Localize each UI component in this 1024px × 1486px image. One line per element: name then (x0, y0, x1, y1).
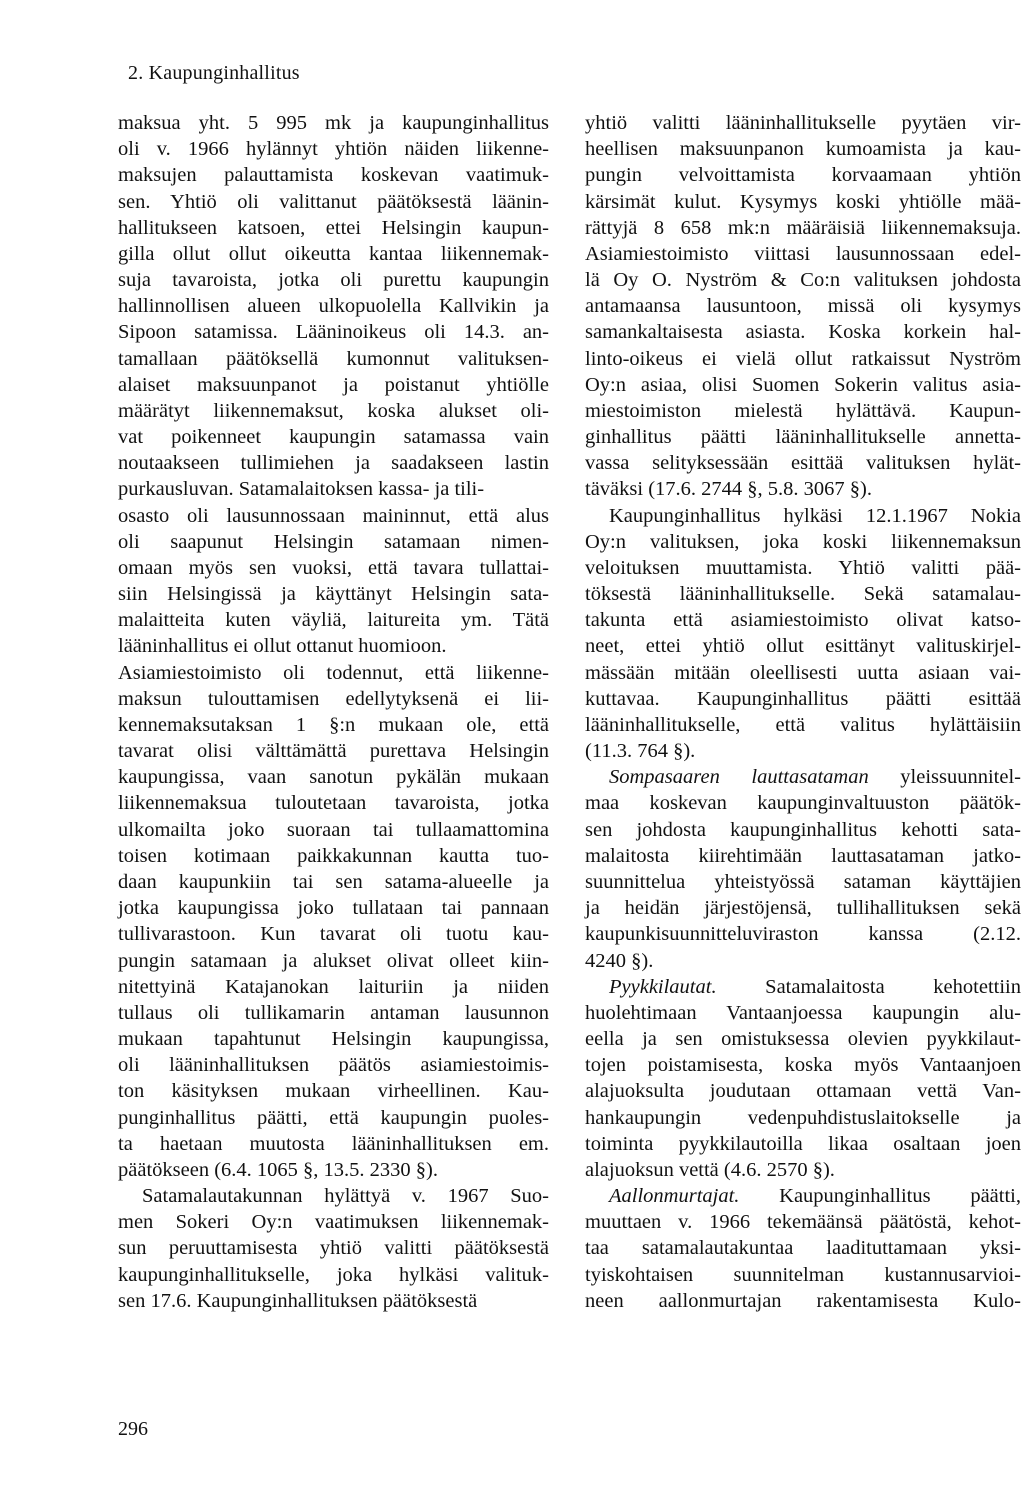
right-column-line (585, 346, 1021, 372)
line-text: sen. Yhtiö oli valittanut päätöksestä läänin- (118, 190, 549, 213)
right-column-line (585, 790, 1021, 816)
line-text: eella ja sen omistuksessa olevien pyykkilaut- (585, 1028, 1021, 1051)
line-text: Kaupunginhallitus hylkäsi 12.1.1967 Nokia (609, 504, 1021, 527)
line-text: ton käsityksen mukaan virheellinen. Kau- (118, 1080, 549, 1103)
left-column-line (118, 346, 549, 372)
line-text: tojen poistamisesta, koska myös Vantaanjoen (585, 1054, 1021, 1077)
line-text: ulkomailta joko suoraan tai tullaamattomina (118, 818, 549, 841)
left-column-line (118, 843, 549, 869)
line-text: tyiskohtaisen suunnitelman kustannusarvioi- (585, 1263, 1021, 1286)
running-header: 2. Kaupunginhallitus (128, 62, 300, 84)
line-text: lääninhallitukselle, että valitus hylättäisiin (585, 713, 1021, 736)
right-column-line (585, 136, 1021, 162)
line-text: jotka kaupungissa joko tullataan tai pannaan (118, 897, 549, 920)
line-text: hankaupungin vedenpuhdistuslaitokselle ja (585, 1106, 1021, 1129)
line-text: toiminta pyykkilautoilla likaa osaltaan joen (585, 1132, 1021, 1155)
line-text: maksun tulouttamisen edellytyksenä ei lii- (118, 687, 549, 710)
line-text: lä Oy O. Nyström & Co:n valituksen johdosta (585, 269, 1021, 292)
line-text: purkausluvan. Satamalaitoksen kassa- ja tili- (118, 478, 485, 501)
line-text: osasto oli lausunnossaan maininnut, että alus (118, 504, 549, 527)
section-heading: Pyykkilautat. (609, 975, 717, 998)
left-column-line (118, 450, 549, 476)
line-text: oli lääninhallituksen päätös asiamiestoimis- (118, 1054, 549, 1077)
line-text: alaiset maksuunpanot ja poistanut yhtiölle (118, 373, 549, 396)
right-column-line (585, 1183, 1021, 1209)
line-text: malaitosta kiirehtimään lauttasataman jatko- (585, 844, 1021, 867)
left-column-line (118, 738, 549, 764)
right-column-line (585, 921, 1021, 947)
right-column-line (585, 450, 1021, 476)
right-column-line (585, 843, 1021, 869)
right-column-line (585, 162, 1021, 188)
right-column-line (585, 1052, 1021, 1078)
line-text: tullivarastoon. Kun tavarat oli tuotu kau- (118, 923, 549, 946)
line-text: täväksi (17.6. 2744 §, 5.8. 3067 §). (585, 478, 872, 501)
left-column-line (118, 1157, 549, 1183)
left-column-line (118, 319, 549, 345)
right-column-line (585, 529, 1021, 555)
right-column-line (585, 869, 1021, 895)
left-column-line (118, 974, 549, 1000)
line-text: pungin velvoittamista korvaamaan yhtiön (585, 164, 1021, 187)
right-column-line (585, 738, 1021, 764)
left-column-line (118, 1052, 549, 1078)
line-text: yhtiö valitti lääninhallitukselle pyytäen vir- (585, 112, 1021, 134)
left-column (118, 110, 549, 1314)
line-text: ginhallitus päätti lääninhallitukselle annetta- (585, 426, 1021, 449)
left-column-line (118, 921, 549, 947)
right-column-line (585, 1288, 1021, 1314)
line-text: tavarat olisi välttämättä purettava Helsingin (118, 740, 549, 763)
left-column-line (118, 267, 549, 293)
right-column-line (585, 1000, 1021, 1026)
line-text: oli saapunut Helsingin satamaan nimen- (118, 530, 549, 553)
line-text: antamaansa lausuntoon, missä oli kysymys (585, 295, 1021, 318)
line-text: mässään mitään oleellisesti uutta asiaan vai- (585, 661, 1021, 684)
line-text: tullaus oli tullikamarin antaman lausunnon (118, 1001, 549, 1024)
line-text: 4240 §). (585, 949, 654, 972)
right-column-line (585, 319, 1021, 345)
left-column-line (118, 189, 549, 215)
line-text: (11.3. 764 §). (585, 740, 696, 763)
line-text: maksujen palauttamista koskevan vaatimuk- (118, 164, 549, 187)
left-column-line (118, 503, 549, 529)
line-text: tamallaan päätöksellä kumonnut valituksen- (118, 347, 549, 370)
right-column-line (585, 686, 1021, 712)
left-column-line (118, 712, 549, 738)
right-column-line (585, 1262, 1021, 1288)
section-heading: Aallonmurtajat. (609, 1185, 740, 1208)
left-column-line (118, 1026, 549, 1052)
right-column-line (585, 1209, 1021, 1235)
left-column-line (118, 817, 549, 843)
line-text: vat poikenneet kaupungin satamassa vain (118, 426, 549, 449)
line-text: ta haetaan muutosta lääninhallituksen em. (118, 1132, 549, 1155)
section-heading: Sompasaaren lauttasataman (609, 766, 869, 789)
left-column-line (118, 1209, 549, 1235)
left-column-line (118, 162, 549, 188)
left-column-line (118, 1131, 549, 1157)
line-text: lääninhallitus ei ollut ottanut huomioon. (118, 635, 447, 658)
right-column-line (585, 764, 1021, 790)
line-text: nitettyinä Katajanokan laituriin ja niiden (118, 975, 549, 998)
line-text: Satamalautakunnan hylättyä v. 1967 Suo- (142, 1185, 549, 1208)
line-text: punginhallitus päätti, että kaupungin puoles- (118, 1106, 549, 1129)
right-column-line (585, 1026, 1021, 1052)
line-text: toisen kotimaan paikkakunnan kautta tuo- (118, 844, 549, 867)
right-column-line (585, 712, 1021, 738)
line-text: sen 17.6. Kaupunginhallituksen päätöksestä (118, 1289, 478, 1312)
line-text: ja heidän järjestöjensä, tullihallituksen sekä (585, 897, 1021, 920)
left-column-line (118, 607, 549, 633)
right-column-line (585, 503, 1021, 529)
left-column-line (118, 424, 549, 450)
left-column-line (118, 372, 549, 398)
right-column-line (585, 948, 1021, 974)
line-text: sen johdosta kaupunginhallitus kehotti sata- (585, 818, 1021, 841)
line-text: mukaan tapahtunut Helsingin kaupungissa, (118, 1028, 549, 1051)
line-text: samankaltaisesta asiasta. Koska korkein hal- (585, 321, 1021, 344)
left-column-line (118, 555, 549, 581)
line-text: hallitukseen katsoen, ettei Helsingin kaupun- (118, 216, 549, 239)
right-column-line (585, 215, 1021, 241)
left-column-line (118, 869, 549, 895)
right-column-line (585, 189, 1021, 215)
left-column-line (118, 1262, 549, 1288)
line-text: vassa selityksessään esittää valituksen hylät- (585, 452, 1021, 475)
left-column-line (118, 790, 549, 816)
line-text: kennemaksutaksan 1 §:n mukaan ole, että (118, 713, 549, 736)
right-column-line (585, 1157, 1021, 1183)
line-text: taa satamalautakuntaa laadituttamaan yksi- (585, 1237, 1021, 1260)
left-column-line (118, 110, 549, 136)
line-text: alajuoksun vettä (4.6. 2570 §). (585, 1158, 835, 1181)
line-text: kaupungissa, vaan sanotun pykälän mukaan (118, 766, 549, 789)
line-text: Asiamiestoimisto viittasi lausunnossaan edel- (585, 242, 1021, 265)
line-text: hallinnollisen alueen ulkopuolella Kallvikin ja (118, 295, 549, 318)
line-text: oli v. 1966 hylännyt yhtiön näiden liikenne- (118, 138, 549, 161)
left-column-line (118, 136, 549, 162)
line-text: kärsimät kulut. Kysymys koski yhtiölle mää- (585, 190, 1021, 213)
right-column-line (585, 372, 1021, 398)
line-text: takunta että asiamiestoimisto olivat katso- (585, 609, 1021, 632)
right-column-line (585, 398, 1021, 424)
right-column-line (585, 817, 1021, 843)
line-text: linto-oikeus ei vielä ollut ratkaissut Nyström (585, 347, 1021, 370)
right-column-line (585, 267, 1021, 293)
line-text: men Sokeri Oy:n vaatimuksen liikennemak- (118, 1211, 549, 1234)
left-column-line (118, 686, 549, 712)
line-text: maksua yht. 5 995 mk ja kaupunginhallitus (118, 112, 549, 134)
left-column-line (118, 660, 549, 686)
right-column-line (585, 1131, 1021, 1157)
line-text: töksestä lääninhallitukselle. Sekä satamalau- (585, 583, 1021, 606)
line-text: suja tavaroista, jotka oli purettu kaupungin (118, 269, 549, 292)
line-text: Oy:n asiaa, olisi Suomen Sokerin valitus asia- (585, 373, 1021, 396)
left-column-line (118, 293, 549, 319)
page-number: 296 (118, 1418, 148, 1440)
line-text: omaan myös sen vuoksi, että tavara tullattai- (118, 556, 549, 579)
right-column (585, 110, 1021, 1314)
right-column-line (585, 607, 1021, 633)
line-text: pungin satamaan ja alukset olivat olleet kiin- (118, 949, 549, 972)
left-column-line (118, 764, 549, 790)
right-column-line (585, 1235, 1021, 1261)
line-text: gilla ollut ollut oikeutta kantaa liikennemak- (118, 242, 549, 265)
left-column-line (118, 1000, 549, 1026)
line-text: siin Helsingissä ja käyttänyt Helsingin sata- (118, 583, 549, 606)
line-text: rättyjä 8 658 mk:n määräisiä liikennemaksuja. (585, 216, 1021, 239)
line-text: heellisen maksuunpanon kumoamista ja kau- (585, 138, 1021, 161)
line-text: kaupunginhallitukselle, joka hylkäsi valituk- (118, 1263, 549, 1286)
line-text: neet, ettei yhtiö ollut esittänyt valituskirjel- (585, 635, 1021, 658)
left-column-line (118, 241, 549, 267)
line-text: kuttavaa. Kaupunginhallitus päätti esittää (585, 687, 1021, 710)
right-column-line (585, 555, 1021, 581)
line-text: veloituksen muuttamista. Yhtiö valitti pää- (585, 556, 1021, 579)
right-column-line (585, 241, 1021, 267)
line-text: daan kaupunkiin tai sen satama-alueelle ja (118, 870, 549, 893)
right-column-line (585, 1105, 1021, 1131)
line-text: miestoimiston mielestä hylättävä. Kaupun- (585, 399, 1021, 422)
right-column-line (585, 633, 1021, 659)
line-text: Satamalaitosta kehotettiin (716, 975, 1021, 998)
line-text: alajuoksulta joudutaan ottamaan vettä Van- (585, 1080, 1021, 1103)
right-column-line (585, 581, 1021, 607)
left-column-line (118, 1105, 549, 1131)
left-column-line (118, 1235, 549, 1261)
line-text: huolehtimaan Vantaanjoessa kaupungin alu- (585, 1001, 1021, 1024)
right-column-line (585, 424, 1021, 450)
line-text: neen aallonmurtajan rakentamisesta Kulo- (585, 1289, 1021, 1312)
left-column-line (118, 1078, 549, 1104)
right-column-line (585, 293, 1021, 319)
line-text: muuttaen v. 1966 tekemäänsä päätöstä, kehot- (585, 1211, 1021, 1234)
line-text: noutaakseen tullimiehen ja saadakseen lastin (118, 452, 549, 475)
left-column-line (118, 633, 549, 659)
left-column-line (118, 1183, 549, 1209)
line-text: määrätyt liikennemaksut, koska alukset oli- (118, 399, 549, 422)
left-column-line (118, 581, 549, 607)
line-text: malaitteita kuten väyliä, laitureita ym. Tätä (118, 609, 549, 632)
right-column-line (585, 110, 1021, 136)
line-text: Oy:n valituksen, joka koski liikennemaksun (585, 530, 1021, 553)
right-column-line (585, 476, 1021, 502)
line-text: Kaupunginhallitus päätti, (739, 1185, 1021, 1208)
left-column-line (118, 529, 549, 555)
line-text: päätökseen (6.4. 1065 §, 13.5. 2330 §). (118, 1158, 438, 1181)
line-text: kaupunkisuunnitteluviraston kanssa (2.12. (585, 923, 1021, 946)
left-column-line (118, 948, 549, 974)
line-text: Asiamiestoimisto oli todennut, että liikenne- (118, 661, 549, 684)
left-column-line (118, 476, 549, 502)
right-column-line (585, 1078, 1021, 1104)
line-text: suunnittelua yhteistyössä sataman käyttäjien (585, 870, 1021, 893)
right-column-line (585, 974, 1021, 1000)
line-text: liikennemaksua tuloutetaan tavaroista, jotka (118, 792, 549, 815)
line-text: maa koskevan kaupunginvaltuuston päätök- (585, 792, 1021, 815)
left-column-line (118, 1288, 549, 1314)
right-column-line (585, 895, 1021, 921)
line-text: sun peruuttamisesta yhtiö valitti päätöksestä (118, 1237, 549, 1260)
right-column-line (585, 660, 1021, 686)
left-column-line (118, 895, 549, 921)
line-text: yleissuunnitel- (868, 766, 1021, 789)
line-text: Sipoon satamissa. Lääninoikeus oli 14.3. an- (118, 321, 549, 344)
left-column-line (118, 398, 549, 424)
left-column-line (118, 215, 549, 241)
